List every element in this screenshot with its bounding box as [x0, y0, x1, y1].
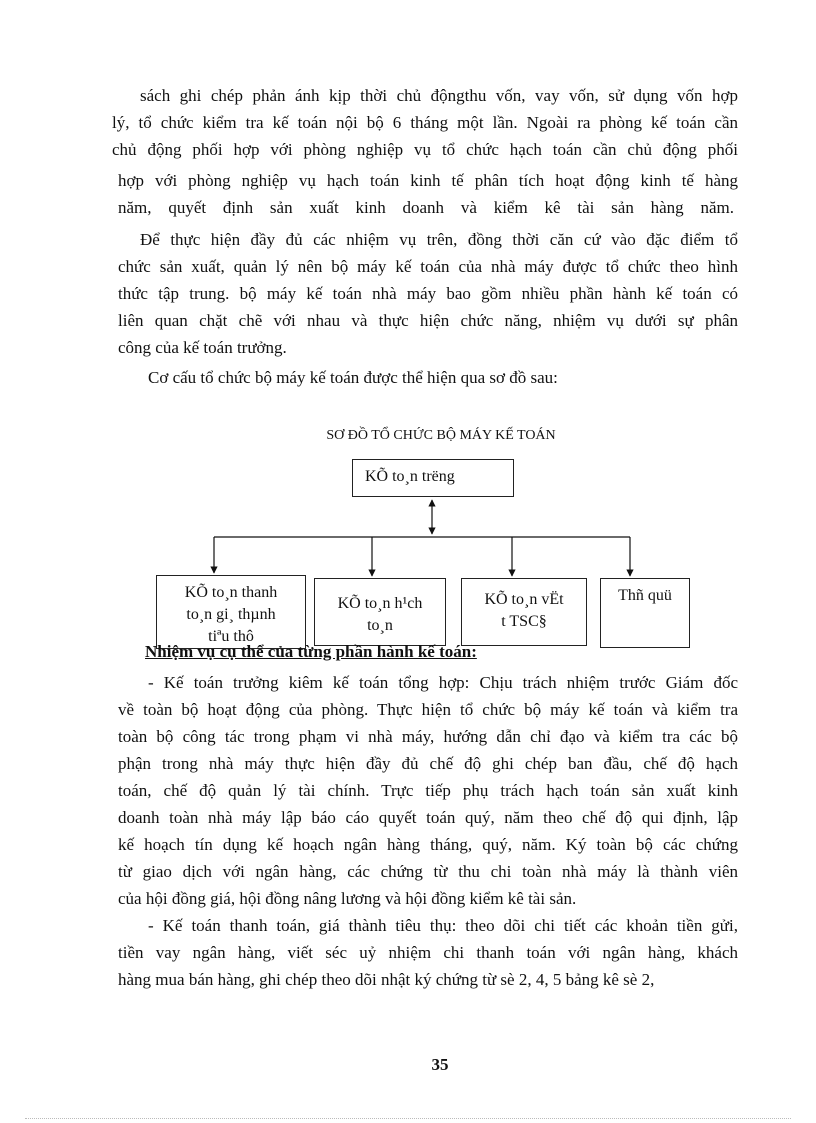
org-box-payment-label-3: tiªu thô [208, 628, 254, 645]
paragraph-2-line-1: Để thực hiện đầy đủ các nhiệm vụ trên, đồng thời căn cứ vào đặc điểm tổ [140, 230, 738, 249]
paragraph-2-line-4: liên quan chặt chẽ với nhau và thực hiện chức năng, nhiệm vụ dưới sự phân [118, 311, 738, 330]
section-heading: Nhiệm vụ cụ thể của từng phần hành kế toán: [145, 642, 477, 661]
paragraph-4-line-3: toàn bộ công tác trong phạm vi nhà máy, hướng dẫn chỉ đạo và kiểm tra các bộ [118, 727, 738, 746]
org-box-payment-label-1: KÕ to¸n thanh [184, 584, 278, 601]
paragraph-2-line-5: công của kế toán trưởng. [118, 338, 287, 357]
diagram-title: SƠ ĐỒ TỔ CHỨC BỘ MÁY KẾ TOÁN [326, 428, 556, 443]
page-bottom-rule [25, 1118, 791, 1119]
org-box-payment-cost-sales [156, 575, 306, 649]
paragraph-1-line-5: năm, quyết định sản xuất kinh doanh và kiểm kê tài sản hàng năm. [118, 198, 734, 217]
paragraph-1-line-4: hợp với phòng nghiệp vụ hạch toán kinh tế phân tích hoạt động kinh tế hàng [118, 171, 738, 190]
paragraph-2-line-2: chức sản xuất, quản lý nên bộ máy kế toán của nhà máy được tổ chức theo hình [118, 257, 738, 276]
paragraph-4-line-9: của hội đồng giá, hội đồng nâng lương và hội đồng kiểm kê tài sản. [118, 889, 577, 908]
paragraph-1-line-2: lý, tổ chức kiểm tra kế toán nội bộ 6 tháng một lần. Ngoài ra phòng kế toán cần [112, 113, 738, 132]
org-box-cost-label-2: to¸n [367, 617, 393, 634]
paragraph-5-line-1: - Kế toán thanh toán, giá thành tiêu thụ: theo dõi chi tiết các khoản tiền gửi, [148, 916, 738, 935]
org-box-cost-label-1: KÕ to¸n h¹ch [337, 595, 423, 612]
paragraph-5-line-3: hàng mua bán hàng, ghi chép theo dõi nhật ký chứng từ sè 2, 4, 5 bảng kê sè 2, [118, 970, 655, 989]
org-box-materials-fixed-assets [461, 578, 587, 646]
paragraph-4-line-7: kế hoạch tín dụng kế hoạch ngân hàng tháng, quý, năm. Ký toàn bộ các chứng [118, 835, 738, 854]
org-box-chief-accountant [352, 459, 514, 497]
org-box-treasurer-label: Thñ quü [618, 587, 672, 604]
paragraph-1-line-3: chủ động phối hợp với phòng nghiệp vụ tổ chức hạch toán cần chủ động phối [112, 140, 738, 159]
paragraph-4-line-2: về toàn bộ hoạt động của phòng. Thực hiện tổ chức bộ máy kế toán và kiểm tra [118, 700, 738, 719]
org-box-materials-label-2: t TSC§ [501, 613, 547, 630]
org-box-chief-accountant-label: KÕ to¸n trëng [365, 468, 455, 485]
paragraph-2-line-3: thức tập trung. bộ máy kế toán nhà máy bao gồm nhiều phần hành kế toán có [118, 284, 738, 303]
paragraph-1-line-1: sách ghi chép phản ánh kịp thời chủ độngthu vốn, vay vốn, sử dụng vốn hợp [140, 86, 738, 105]
paragraph-4-line-6: doanh toàn nhà máy lập báo cáo quyết toán quý, năm theo chế độ qui định, lập [118, 808, 738, 827]
paragraph-4-line-1: - Kế toán trưởng kiêm kế toán tổng hợp: Chịu trách nhiệm trước Giám đốc [148, 673, 738, 692]
paragraph-4-line-5: toán, chế độ quản lý tài chính. Trực tiếp phụ trách hạch toán sản xuất kinh [118, 781, 738, 800]
org-box-materials-label-1: KÕ to¸n vËt [484, 591, 564, 608]
paragraph-4-line-8: từ giao dịch với ngân hàng, các chứng từ thu chi toàn nhà máy là thành viên [118, 862, 738, 881]
org-box-treasurer [600, 578, 690, 648]
paragraph-5-line-2: tiền vay ngân hàng, viết séc uỷ nhiệm chi thanh toán với ngân hàng, khách [118, 943, 738, 962]
paragraph-4-line-4: phận trong nhà máy thực hiện đầy đủ chế độ ghi chép ban đầu, chế độ hạch [118, 754, 738, 773]
page-number: 35 [431, 1055, 449, 1074]
org-box-cost-accounting [314, 578, 446, 646]
org-box-payment-label-2: to¸n gi¸ thµnh [186, 606, 276, 623]
paragraph-3: Cơ cấu tổ chức bộ máy kế toán được thể hiện qua sơ đồ sau: [148, 368, 558, 387]
